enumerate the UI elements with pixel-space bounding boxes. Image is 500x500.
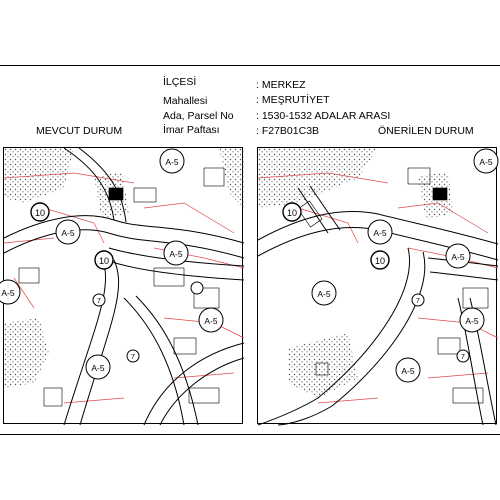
- road-width-label: 10: [374, 256, 386, 266]
- road-width-label: 7: [131, 354, 135, 361]
- zone-label: A-5: [451, 252, 465, 262]
- map-proposed-svg: [258, 148, 498, 425]
- bottom-border-line: [0, 434, 500, 435]
- right-panel-title: ÖNERİLEN DURUM: [378, 125, 474, 137]
- road-width-label: 7: [461, 354, 465, 361]
- road-width-label: 10: [98, 256, 110, 266]
- left-panel-title: MEVCUT DURUM: [36, 125, 123, 137]
- map-current: [3, 147, 243, 424]
- zone-label: A-5: [204, 316, 218, 326]
- zone-label: A-5: [479, 157, 493, 167]
- info-value-neighborhood: : MEŞRUTİYET: [256, 94, 330, 106]
- map-current-svg: [1, 148, 244, 425]
- zone-label: A-5: [91, 363, 105, 373]
- zone-label: A-5: [373, 228, 387, 238]
- zone-label: A-5: [169, 249, 183, 259]
- info-value-parcel: : 1530-1532 ADALAR ARASI: [256, 110, 391, 122]
- vegetation-area: [4, 318, 49, 388]
- zone-label: A-5: [61, 228, 75, 238]
- zone-label: A-5: [465, 316, 479, 326]
- info-label-plan-sheet: İmar Paftası: [163, 124, 220, 136]
- zone-label: A-5: [317, 289, 331, 299]
- info-label-district: İLÇESİ: [163, 76, 197, 88]
- info-label-parcel: Ada, Parsel No: [163, 110, 234, 122]
- zone-label: A-5: [1, 288, 15, 298]
- road-width-label: 10: [286, 208, 298, 218]
- vegetation-area: [288, 333, 358, 398]
- road-width-label: 7: [416, 298, 420, 305]
- zone-label: A-5: [165, 157, 179, 167]
- vegetation-area: [219, 148, 244, 208]
- info-value-district: : MERKEZ: [256, 79, 306, 91]
- info-value-plan-sheet: : F27B01C3B: [256, 125, 320, 137]
- map-proposed: [257, 147, 497, 424]
- road-width-label: 10: [34, 208, 46, 218]
- road-width-label: 7: [97, 298, 101, 305]
- top-border-line: [0, 65, 500, 66]
- info-label-neighborhood: Mahallesi: [163, 95, 208, 107]
- zone-label: A-5: [401, 366, 415, 376]
